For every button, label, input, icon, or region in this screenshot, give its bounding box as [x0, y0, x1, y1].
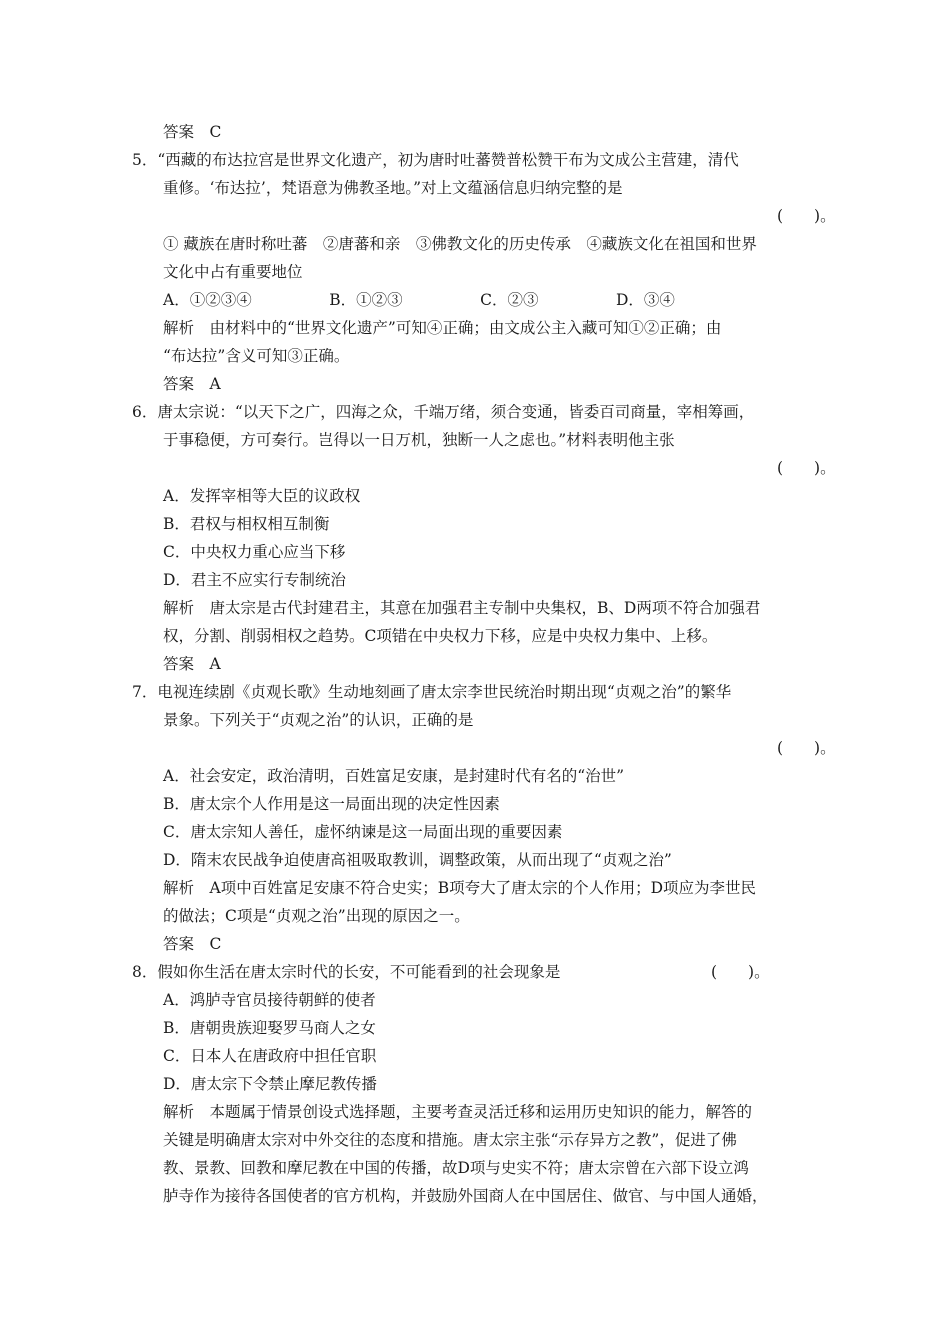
question-6-stem: 6．唐太宗说：“以天下之广，四海之众，千端万绪，须合变通，皆委百司商量，宰相筹画，	[132, 403, 755, 421]
question-5-options: A．①②③④ B．①②③ C．②③ D．③④	[163, 291, 675, 309]
option-a: A．社会安定，政治清明，百姓富足安康，是封建时代有名的“治世”	[163, 767, 625, 785]
option-d: D．隋末农民战争迫使唐高祖吸取教训，调整政策，从而出现了“贞观之治”	[163, 851, 672, 869]
analysis-line: 解析 唐太宗是古代封建君主，其意在加强君主专制中央集权，B、D两项不符合加强君	[163, 599, 761, 617]
analysis-line: 解析 本题属于情景创设式选择题，主要考查灵活迁移和运用历史知识的能力，解答的	[163, 1103, 753, 1121]
option-b: B．唐朝贵族迎娶罗马商人之女	[163, 1019, 376, 1037]
analysis-line: 关键是明确唐太宗对中外交往的态度和措施。唐太宗主张“示存异方之教”，促进了佛	[163, 1131, 737, 1149]
question-7-stem: 7．电视连续剧《贞观长歌》生动地刻画了唐太宗李世民统治时期出现“贞观之治”的繁华	[132, 683, 732, 701]
analysis-line: 的做法；C项是“贞观之治”出现的原因之一。	[163, 907, 470, 925]
option-c: C．日本人在唐政府中担任官职	[163, 1047, 377, 1065]
answer-blank: ( )。	[777, 207, 836, 225]
option-c: C．中央权力重心应当下移	[163, 543, 346, 561]
question-5-stem: 5．“西藏的布达拉宫是世界文化遗产，初为唐时吐蕃赞普松赞干布为文成公主营建，清代	[132, 151, 739, 169]
answer-blank: ( )。	[777, 459, 836, 477]
question-6-stem-cont: 于事稳便，方可奏行。岂得以一日万机，独断一人之虑也。”材料表明他主张	[163, 431, 675, 449]
answer-line: 答案 A	[163, 375, 221, 393]
analysis-line: “布达拉”含义可知③正确。	[163, 347, 350, 365]
analysis-line: 解析 A项中百姓富足安康不符合史实；B项夸大了唐太宗的个人作用；D项应为李世民	[163, 879, 757, 897]
option-a: A．发挥宰相等大臣的议政权	[163, 487, 361, 505]
question-7-stem-cont: 景象。下列关于“贞观之治”的认识，正确的是	[163, 711, 474, 729]
option-d: D．唐太宗下令禁止摩尼教传播	[163, 1075, 377, 1093]
answer-line: 答案 C	[163, 123, 222, 141]
question-8-stem: 8．假如你生活在唐太宗时代的长安，不可能看到的社会现象是	[132, 963, 561, 981]
analysis-line: 解析 由材料中的“世界文化遗产”可知④正确；由文成公主入藏可知①②正确；由	[163, 319, 722, 337]
option-b: B．君权与相权相互制衡	[163, 515, 330, 533]
analysis-line: 胪寺作为接待各国使者的官方机构，并鼓励外国商人在中国居住、做官、与中国人通婚，	[163, 1187, 768, 1205]
question-5-statements-cont: 文化中占有重要地位	[163, 263, 303, 281]
question-5-stem-cont: 重修。‘布达拉’，梵语意为佛教圣地。”对上文蕴涵信息归纳完整的是	[163, 179, 623, 197]
answer-line: 答案 A	[163, 655, 221, 673]
answer-blank: ( )。	[711, 963, 770, 981]
answer-line: 答案 C	[163, 935, 222, 953]
option-b: B．唐太宗个人作用是这一局面出现的决定性因素	[163, 795, 500, 813]
option-c: C．唐太宗知人善任，虚怀纳谏是这一局面出现的重要因素	[163, 823, 563, 841]
option-a: A．鸿胪寺官员接待朝鲜的使者	[163, 991, 376, 1009]
analysis-line: 教、景教、回教和摩尼教在中国的传播，故D项与史实不符；唐太宗曾在六部下设立鸿	[163, 1159, 749, 1177]
analysis-line: 权，分割、削弱相权之趋势。C项错在中央权力下移，应是中央权力集中、上移。	[163, 627, 718, 645]
answer-blank: ( )。	[777, 739, 836, 757]
question-5-statements: ① 藏族在唐时称吐蕃 ②唐蕃和亲 ③佛教文化的历史传承 ④藏族文化在祖国和世界	[163, 235, 757, 253]
option-d: D．君主不应实行专制统治	[163, 571, 346, 589]
